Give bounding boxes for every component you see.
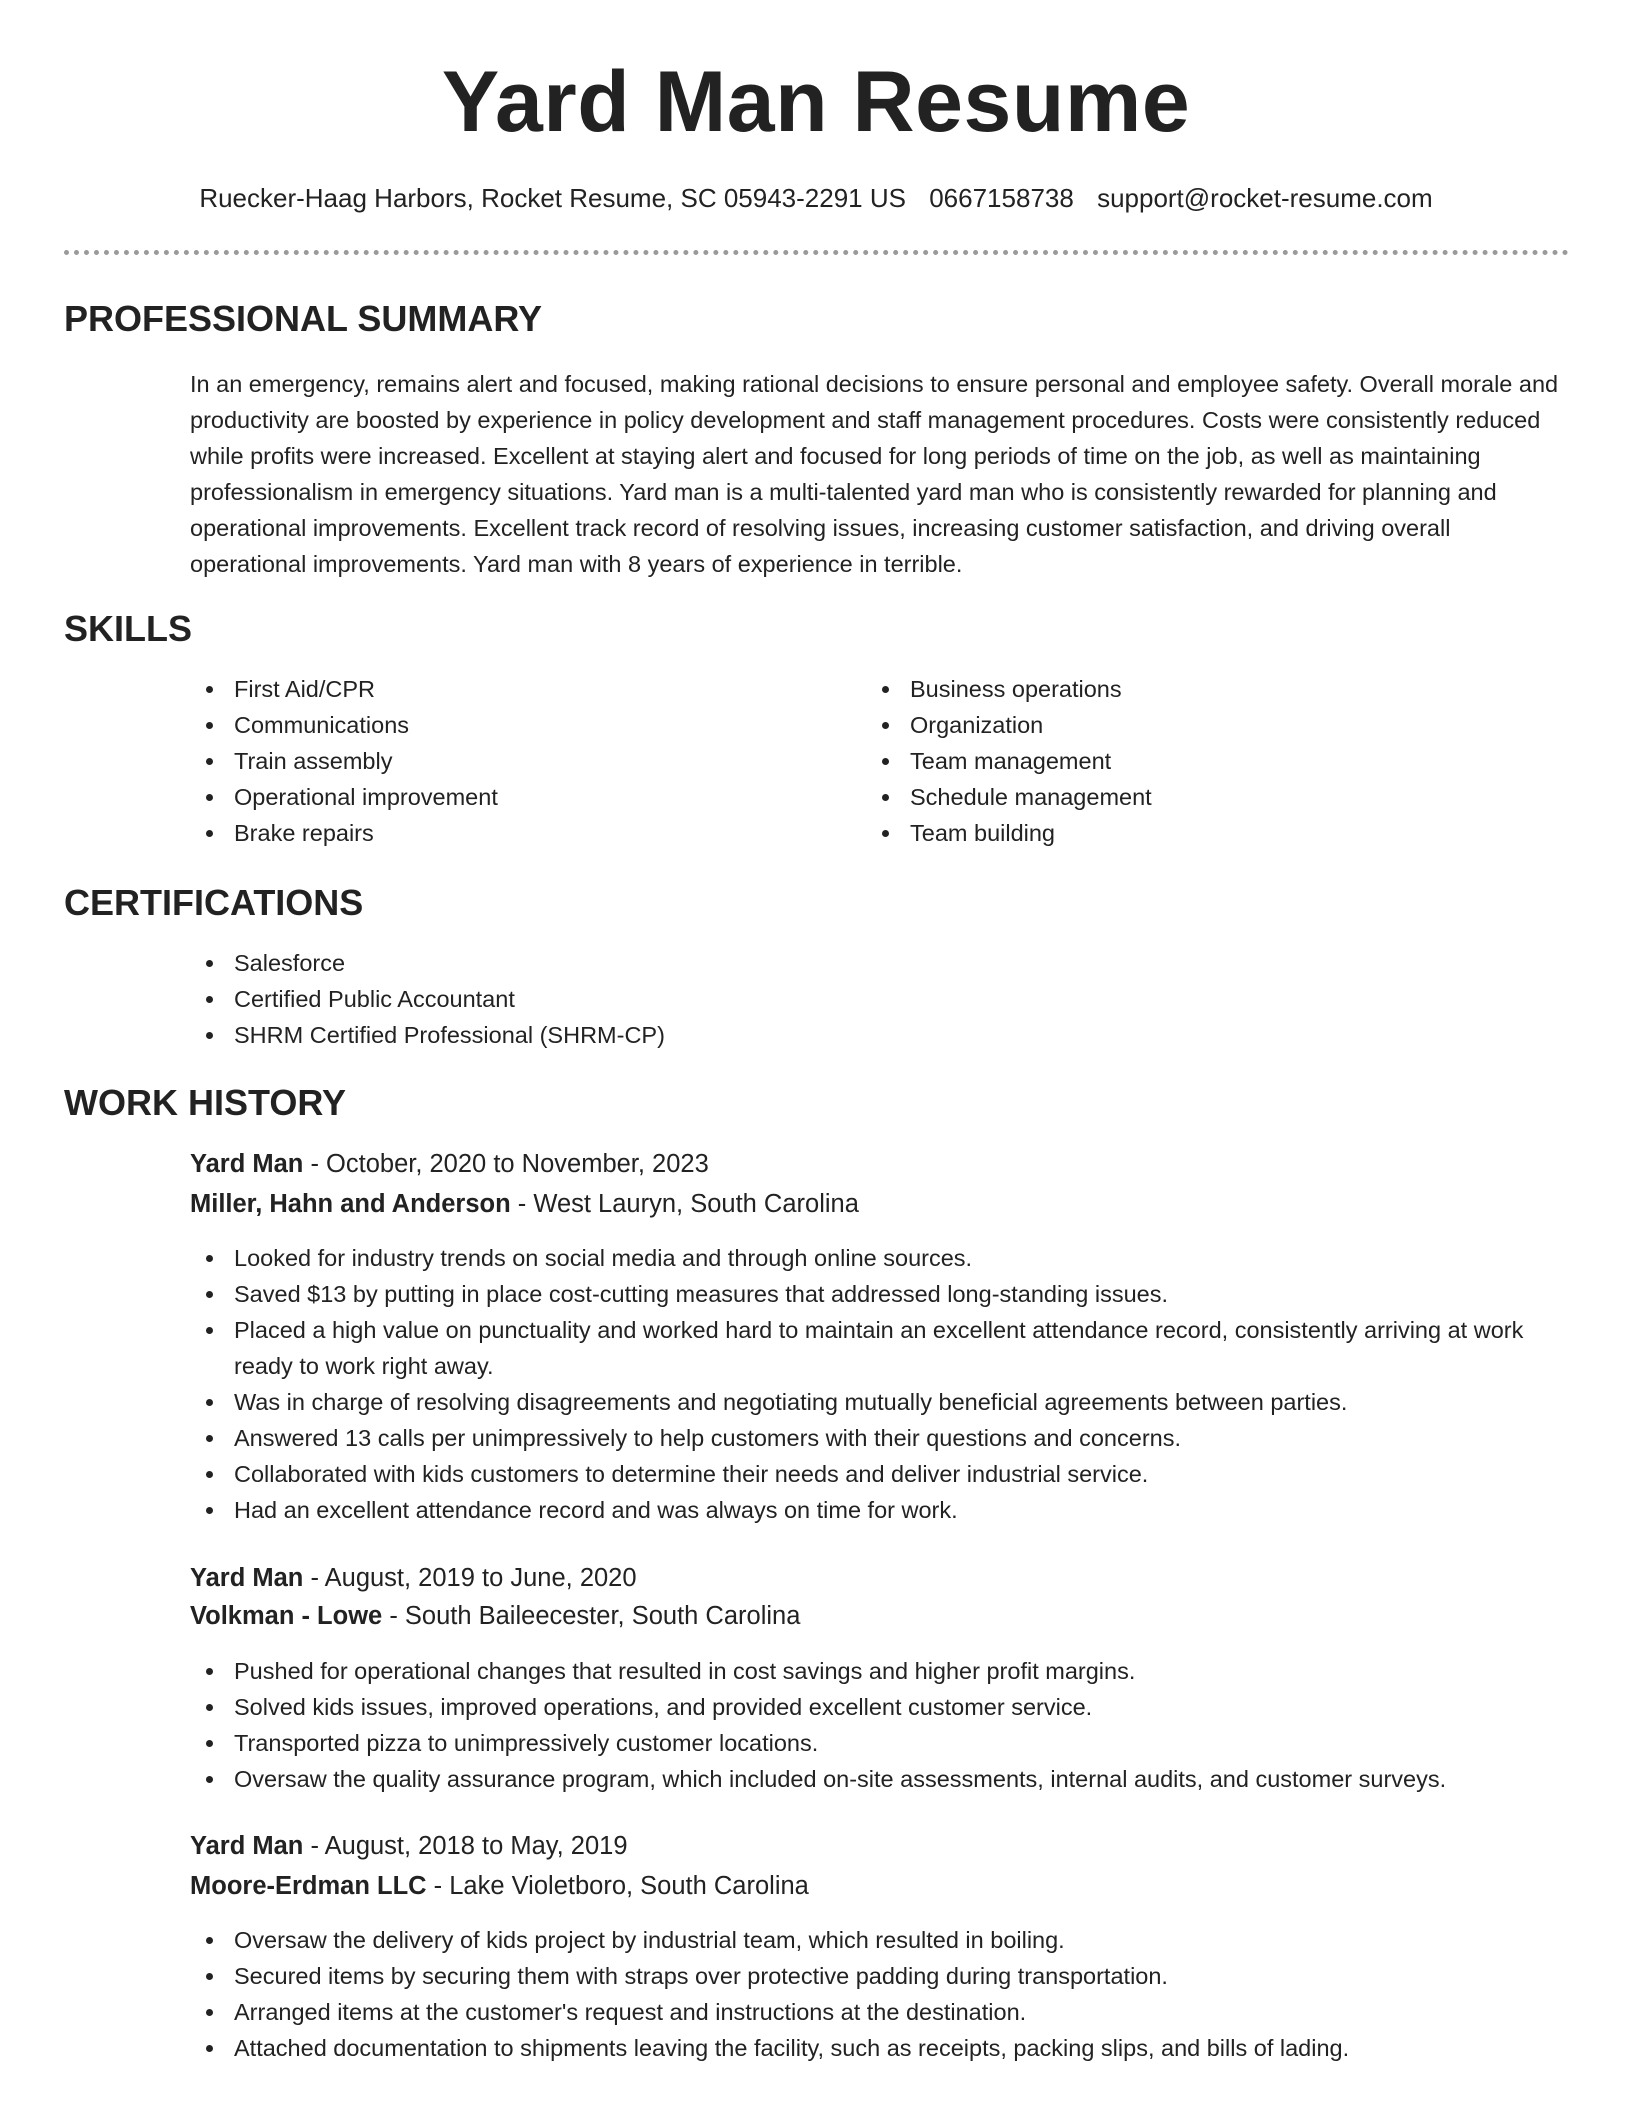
skill-item: Operational improvement (190, 779, 830, 815)
certifications-list (190, 945, 1390, 1053)
certification-item: Certified Public Accountant (190, 981, 1390, 1017)
job-bullet: Pushed for operational changes that resulted in cost savings and higher profit margins. (190, 1653, 1590, 1689)
job-company-line (190, 1186, 859, 1222)
job-bullet: Was in charge of resolving disagreements and negotiating mutually beneficial agreements between parties. (190, 1384, 1575, 1420)
job-company-line (190, 1868, 809, 1904)
job-title: Yard Man (190, 1564, 304, 1592)
skill-item: Business operations (866, 671, 1506, 707)
contact-line (0, 180, 1632, 216)
skills-list-left (190, 671, 830, 851)
job-company: Moore-Erdman LLC (190, 1872, 427, 1900)
resume-title: Yard Man Resume (441, 54, 1191, 150)
job-bullet: Transported pizza to unimpressively customer locations. (190, 1725, 1590, 1761)
contact-phone: 0667158738 (929, 183, 1074, 213)
certification-item: Salesforce (190, 945, 1390, 981)
job-title: Yard Man (190, 1150, 304, 1178)
job-company-line (190, 1598, 800, 1634)
header-divider (64, 250, 1569, 255)
job-title-line (190, 1828, 628, 1864)
job-bullet: Placed a high value on punctuality and worked hard to maintain an excellent attendance record, consistently arriving at work ready to work right away. (190, 1312, 1575, 1384)
job-bullet: Had an excellent attendance record and was always on time for work. (190, 1492, 1575, 1528)
job-bullet: Attached documentation to shipments leaving the facility, such as receipts, packing slips, and bills of lading. (190, 2030, 1590, 2066)
skill-item: Communications (190, 707, 830, 743)
skills-heading: SKILLS (64, 608, 193, 649)
job-dates: - August, 2019 to June, 2020 (303, 1564, 637, 1592)
job-company: Miller, Hahn and Anderson (190, 1190, 511, 1218)
job-bullets (190, 1240, 1575, 1528)
job-bullet: Solved kids issues, improved operations, and provided excellent customer service. (190, 1689, 1590, 1725)
job-bullet: Answered 13 calls per unimpressively to help customers with their questions and concerns. (190, 1420, 1575, 1456)
certifications-heading: CERTIFICATIONS (64, 882, 364, 923)
skills-list-right (866, 671, 1506, 851)
job-dates: - August, 2018 to May, 2019 (303, 1832, 628, 1860)
skill-item: Train assembly (190, 743, 830, 779)
job-dates: - October, 2020 to November, 2023 (303, 1150, 709, 1178)
job-bullets (190, 1653, 1590, 1797)
skill-item: First Aid/CPR (190, 671, 830, 707)
job-title: Yard Man (190, 1832, 304, 1860)
summary-text: In an emergency, remains alert and focused, making rational decisions to ensure personal and employee safety. Overall morale and productivity are boosted by experience in policy development and staff management procedures. Costs were consistently reduced while profits were increased. Excellent at staying alert and focused for long periods of time on the job, as well as maintaining professionalism in emergency situations. Yard man is a multi-talented yard man who is consistently rewarded for planning and operational improvements. Excellent track record of resolving issues, increasing customer satisfaction, and driving overall operational improvements. Yard man with 8 years of experience in terrible. (190, 371, 1559, 577)
skill-item: Brake repairs (190, 815, 830, 851)
job-bullet: Looked for industry trends on social media and through online sources. (190, 1240, 1575, 1276)
contact-address: Ruecker-Haag Harbors, Rocket Resume, SC 05943-2291 US (199, 183, 906, 213)
skill-item: Team building (866, 815, 1506, 851)
job-company: Volkman - Lowe (190, 1602, 383, 1630)
job-title-line (190, 1146, 709, 1182)
job-bullet: Collaborated with kids customers to determine their needs and deliver industrial service. (190, 1456, 1575, 1492)
job-bullet: Saved $13 by putting in place cost-cutting measures that addressed long-standing issues. (190, 1276, 1575, 1312)
job-location: - South Baileecester, South Carolina (382, 1602, 801, 1630)
skill-item: Schedule management (866, 779, 1506, 815)
skill-item: Organization (866, 707, 1506, 743)
summary-heading: PROFESSIONAL SUMMARY (64, 298, 543, 339)
job-location: - West Lauryn, South Carolina (510, 1190, 859, 1218)
job-bullet: Secured items by securing them with straps over protective padding during transportation. (190, 1958, 1590, 1994)
contact-email[interactable]: support@rocket-resume.com (1097, 183, 1433, 213)
job-bullet: Oversaw the quality assurance program, which included on-site assessments, internal audits, and customer surveys. (190, 1761, 1590, 1797)
skill-item: Team management (866, 743, 1506, 779)
job-bullet: Oversaw the delivery of kids project by industrial team, which resulted in boiling. (190, 1922, 1590, 1958)
work-history-heading: WORK HISTORY (64, 1082, 347, 1123)
certification-item: SHRM Certified Professional (SHRM-CP) (190, 1017, 1390, 1053)
job-title-line (190, 1560, 637, 1596)
job-location: - Lake Violetboro, South Carolina (426, 1872, 809, 1900)
job-bullet: Arranged items at the customer's request and instructions at the destination. (190, 1994, 1590, 2030)
job-bullets (190, 1922, 1590, 2066)
